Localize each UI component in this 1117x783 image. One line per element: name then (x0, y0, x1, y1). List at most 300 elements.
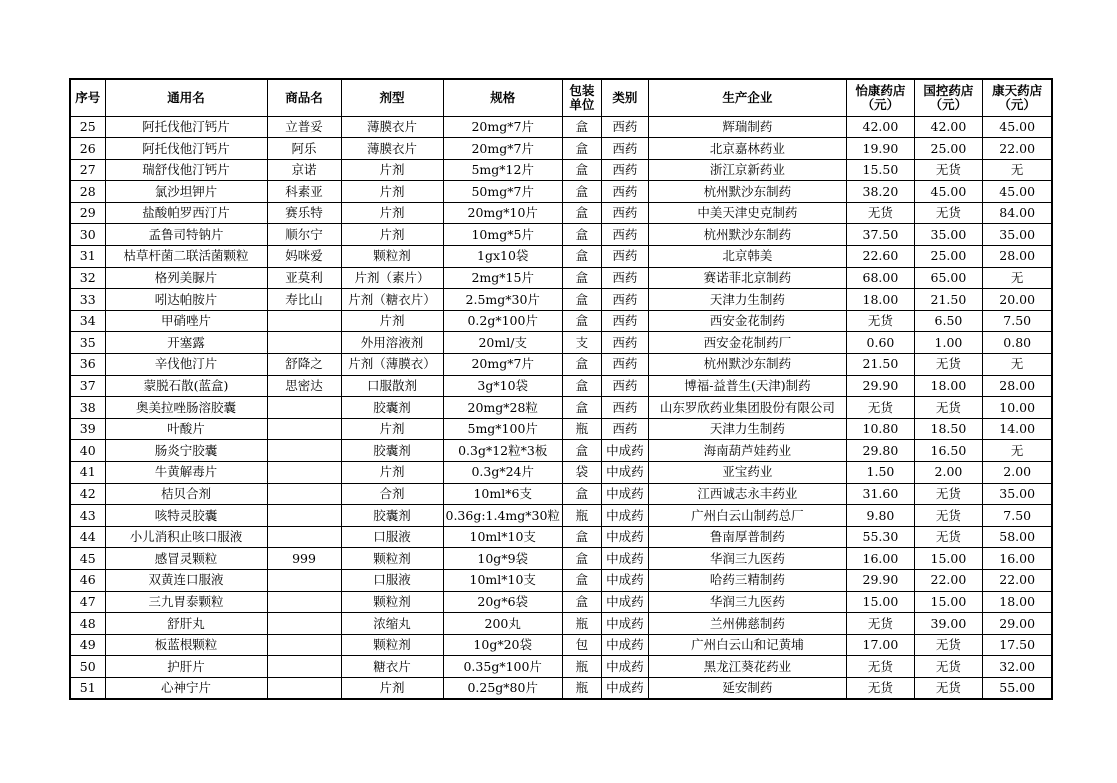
cell-category: 中成药 (601, 656, 648, 678)
cell-package-unit: 瓶 (562, 418, 601, 440)
cell-price-guokong: 无货 (914, 505, 982, 527)
cell-package-unit: 盒 (562, 181, 601, 203)
cell-price-guokong: 39.00 (914, 613, 982, 635)
cell-manufacturer: 江西诚志永丰药业 (648, 483, 846, 505)
cell-spec: 1gx10袋 (443, 246, 562, 268)
cell-dosage-form: 片剂 (341, 462, 443, 484)
cell-brand-name (267, 332, 341, 354)
header-price-yikang: 怡康药店 （元） (846, 79, 914, 116)
cell-index: 41 (70, 462, 105, 484)
cell-generic-name: 心神宁片 (105, 677, 267, 699)
cell-spec: 10mg*5片 (443, 224, 562, 246)
cell-package-unit: 盒 (562, 526, 601, 548)
cell-price-kangtian: 7.50 (982, 505, 1052, 527)
cell-manufacturer: 浙江京新药业 (648, 159, 846, 181)
table-row (70, 116, 1052, 138)
cell-brand-name (267, 397, 341, 419)
cell-price-yikang: 16.00 (846, 548, 914, 570)
cell-dosage-form: 胶囊剂 (341, 397, 443, 419)
cell-price-yikang: 19.90 (846, 138, 914, 160)
cell-index: 33 (70, 289, 105, 311)
cell-price-yikang: 31.60 (846, 483, 914, 505)
cell-category: 西药 (601, 418, 648, 440)
table-row (70, 656, 1052, 678)
cell-dosage-form: 浓缩丸 (341, 613, 443, 635)
cell-category: 中成药 (601, 613, 648, 635)
table-row (70, 202, 1052, 224)
cell-package-unit: 盒 (562, 202, 601, 224)
cell-price-guokong: 22.00 (914, 569, 982, 591)
table-row (70, 505, 1052, 527)
cell-package-unit: 瓶 (562, 677, 601, 699)
cell-price-kangtian: 58.00 (982, 526, 1052, 548)
cell-dosage-form: 颗粒剂 (341, 548, 443, 570)
cell-category: 西药 (601, 138, 648, 160)
cell-brand-name: 科素亚 (267, 181, 341, 203)
cell-manufacturer: 天津力生制药 (648, 418, 846, 440)
table-row (70, 332, 1052, 354)
cell-price-yikang: 68.00 (846, 267, 914, 289)
cell-price-kangtian: 28.00 (982, 246, 1052, 268)
cell-dosage-form: 片剂 (341, 310, 443, 332)
cell-dosage-form: 片剂 (341, 181, 443, 203)
table-row (70, 613, 1052, 635)
cell-brand-name (267, 462, 341, 484)
table-row (70, 289, 1052, 311)
cell-spec: 5mg*12片 (443, 159, 562, 181)
cell-price-yikang: 无货 (846, 677, 914, 699)
cell-brand-name: 顺尔宁 (267, 224, 341, 246)
cell-dosage-form: 口服液 (341, 526, 443, 548)
cell-spec: 5mg*100片 (443, 418, 562, 440)
cell-category: 西药 (601, 289, 648, 311)
cell-spec: 0.3g*12粒*3板 (443, 440, 562, 462)
cell-dosage-form: 片剂 (341, 677, 443, 699)
cell-brand-name (267, 634, 341, 656)
header-row (70, 79, 1052, 116)
cell-price-kangtian: 无 (982, 440, 1052, 462)
cell-package-unit: 盒 (562, 440, 601, 462)
cell-index: 26 (70, 138, 105, 160)
header-manufacturer: 生产企业 (648, 79, 846, 116)
cell-brand-name: 亚莫利 (267, 267, 341, 289)
cell-brand-name: 妈咪爱 (267, 246, 341, 268)
cell-brand-name: 阿乐 (267, 138, 341, 160)
cell-price-guokong: 15.00 (914, 591, 982, 613)
cell-package-unit: 盒 (562, 289, 601, 311)
drug-price-table (69, 78, 1053, 700)
cell-dosage-form: 片剂 (341, 418, 443, 440)
cell-package-unit: 盒 (562, 591, 601, 613)
cell-price-kangtian: 45.00 (982, 181, 1052, 203)
cell-dosage-form: 口服液 (341, 569, 443, 591)
cell-index: 29 (70, 202, 105, 224)
cell-brand-name (267, 677, 341, 699)
header-category: 类别 (601, 79, 648, 116)
cell-price-kangtian: 10.00 (982, 397, 1052, 419)
cell-spec: 0.2g*100片 (443, 310, 562, 332)
cell-price-yikang: 29.80 (846, 440, 914, 462)
table-row (70, 224, 1052, 246)
cell-price-guokong: 65.00 (914, 267, 982, 289)
table-row (70, 548, 1052, 570)
cell-package-unit: 袋 (562, 462, 601, 484)
cell-category: 中成药 (601, 569, 648, 591)
table-row (70, 591, 1052, 613)
cell-generic-name: 桔贝合剂 (105, 483, 267, 505)
cell-manufacturer: 鲁南厚普制药 (648, 526, 846, 548)
cell-dosage-form: 外用溶液剂 (341, 332, 443, 354)
cell-price-kangtian: 18.00 (982, 591, 1052, 613)
cell-spec: 2.5mg*30片 (443, 289, 562, 311)
cell-price-guokong: 无货 (914, 483, 982, 505)
cell-spec: 20g*6袋 (443, 591, 562, 613)
cell-price-kangtian: 20.00 (982, 289, 1052, 311)
cell-index: 39 (70, 418, 105, 440)
cell-brand-name: 赛乐特 (267, 202, 341, 224)
header-package-unit: 包装 单位 (562, 79, 601, 116)
cell-spec: 20mg*28粒 (443, 397, 562, 419)
cell-price-guokong: 18.50 (914, 418, 982, 440)
cell-generic-name: 肠炎宁胶囊 (105, 440, 267, 462)
cell-index: 27 (70, 159, 105, 181)
cell-index: 50 (70, 656, 105, 678)
table-row (70, 159, 1052, 181)
cell-package-unit: 盒 (562, 246, 601, 268)
cell-category: 西药 (601, 116, 648, 138)
cell-dosage-form: 片剂（薄膜衣） (341, 354, 443, 376)
cell-category: 中成药 (601, 591, 648, 613)
cell-price-kangtian: 28.00 (982, 375, 1052, 397)
cell-generic-name: 小儿消积止咳口服液 (105, 526, 267, 548)
cell-dosage-form: 薄膜衣片 (341, 138, 443, 160)
cell-generic-name: 蒙脱石散(蓝盒) (105, 375, 267, 397)
cell-category: 西药 (601, 332, 648, 354)
cell-price-yikang: 无货 (846, 656, 914, 678)
cell-price-yikang: 0.60 (846, 332, 914, 354)
cell-manufacturer: 博福-益普生(天津)制药 (648, 375, 846, 397)
cell-price-kangtian: 无 (982, 159, 1052, 181)
cell-price-yikang: 10.80 (846, 418, 914, 440)
cell-spec: 20mg*7片 (443, 138, 562, 160)
cell-category: 中成药 (601, 526, 648, 548)
cell-package-unit: 盒 (562, 267, 601, 289)
cell-spec: 20mg*7片 (443, 354, 562, 376)
cell-brand-name: 京诺 (267, 159, 341, 181)
table-row (70, 354, 1052, 376)
cell-package-unit: 盒 (562, 483, 601, 505)
cell-manufacturer: 中美天津史克制药 (648, 202, 846, 224)
cell-manufacturer: 广州白云山和记黄埔 (648, 634, 846, 656)
cell-category: 西药 (601, 354, 648, 376)
cell-manufacturer: 延安制药 (648, 677, 846, 699)
cell-dosage-form: 片剂 (341, 159, 443, 181)
cell-package-unit: 盒 (562, 159, 601, 181)
cell-price-kangtian: 22.00 (982, 569, 1052, 591)
cell-dosage-form: 片剂 (341, 202, 443, 224)
header-brand-name: 商品名 (267, 79, 341, 116)
cell-price-guokong: 无货 (914, 656, 982, 678)
cell-category: 西药 (601, 246, 648, 268)
cell-index: 51 (70, 677, 105, 699)
cell-price-guokong: 无货 (914, 397, 982, 419)
cell-dosage-form: 片剂 (341, 224, 443, 246)
cell-manufacturer: 亚宝药业 (648, 462, 846, 484)
cell-dosage-form: 口服散剂 (341, 375, 443, 397)
cell-price-guokong: 无货 (914, 526, 982, 548)
cell-spec: 20mg*10片 (443, 202, 562, 224)
cell-package-unit: 盒 (562, 397, 601, 419)
cell-price-kangtian: 29.00 (982, 613, 1052, 635)
cell-price-kangtian: 无 (982, 354, 1052, 376)
cell-brand-name (267, 591, 341, 613)
cell-price-guokong: 42.00 (914, 116, 982, 138)
cell-spec: 20mg*7片 (443, 116, 562, 138)
cell-brand-name: 立普妥 (267, 116, 341, 138)
cell-manufacturer: 广州白云山制药总厂 (648, 505, 846, 527)
table-row (70, 440, 1052, 462)
cell-price-guokong: 18.00 (914, 375, 982, 397)
cell-brand-name: 寿比山 (267, 289, 341, 311)
cell-brand-name (267, 483, 341, 505)
cell-index: 36 (70, 354, 105, 376)
cell-generic-name: 开塞露 (105, 332, 267, 354)
cell-generic-name: 奥美拉唑肠溶胶囊 (105, 397, 267, 419)
cell-brand-name: 999 (267, 548, 341, 570)
cell-spec: 50mg*7片 (443, 181, 562, 203)
cell-package-unit: 盒 (562, 569, 601, 591)
cell-price-guokong: 16.50 (914, 440, 982, 462)
cell-price-guokong: 1.00 (914, 332, 982, 354)
cell-price-kangtian: 22.00 (982, 138, 1052, 160)
cell-index: 45 (70, 548, 105, 570)
cell-price-guokong: 15.00 (914, 548, 982, 570)
cell-manufacturer: 杭州默沙东制药 (648, 224, 846, 246)
cell-package-unit: 盒 (562, 116, 601, 138)
table-row (70, 418, 1052, 440)
cell-spec: 0.3g*24片 (443, 462, 562, 484)
cell-manufacturer: 杭州默沙东制药 (648, 181, 846, 203)
cell-generic-name: 盐酸帕罗西汀片 (105, 202, 267, 224)
cell-package-unit: 盒 (562, 224, 601, 246)
cell-dosage-form: 颗粒剂 (341, 246, 443, 268)
cell-generic-name: 吲达帕胺片 (105, 289, 267, 311)
header-price-kangtian: 康天药店 （元） (982, 79, 1052, 116)
cell-price-guokong: 45.00 (914, 181, 982, 203)
cell-brand-name (267, 440, 341, 462)
cell-dosage-form: 片剂（素片） (341, 267, 443, 289)
cell-price-kangtian: 32.00 (982, 656, 1052, 678)
cell-spec: 10ml*6支 (443, 483, 562, 505)
cell-manufacturer: 山东罗欣药业集团股份有限公司 (648, 397, 846, 419)
cell-price-yikang: 无货 (846, 397, 914, 419)
cell-price-kangtian: 17.50 (982, 634, 1052, 656)
cell-price-yikang: 17.00 (846, 634, 914, 656)
table-row (70, 483, 1052, 505)
cell-manufacturer: 赛诺菲北京制药 (648, 267, 846, 289)
cell-price-guokong: 无货 (914, 634, 982, 656)
cell-price-yikang: 15.50 (846, 159, 914, 181)
cell-price-kangtian: 55.00 (982, 677, 1052, 699)
table-row (70, 310, 1052, 332)
cell-generic-name: 双黄连口服液 (105, 569, 267, 591)
cell-manufacturer: 西安金花制药 (648, 310, 846, 332)
cell-price-yikang: 22.60 (846, 246, 914, 268)
table-row (70, 634, 1052, 656)
cell-price-yikang: 42.00 (846, 116, 914, 138)
cell-generic-name: 氯沙坦钾片 (105, 181, 267, 203)
cell-spec: 0.36g:1.4mg*30粒 (443, 505, 562, 527)
cell-category: 中成药 (601, 634, 648, 656)
cell-price-yikang: 9.80 (846, 505, 914, 527)
cell-index: 34 (70, 310, 105, 332)
cell-category: 中成药 (601, 548, 648, 570)
cell-brand-name (267, 656, 341, 678)
cell-spec: 10ml*10支 (443, 526, 562, 548)
cell-index: 30 (70, 224, 105, 246)
cell-price-yikang: 15.00 (846, 591, 914, 613)
header-spec: 规格 (443, 79, 562, 116)
cell-index: 32 (70, 267, 105, 289)
cell-price-yikang: 无货 (846, 202, 914, 224)
cell-price-yikang: 无货 (846, 613, 914, 635)
cell-price-yikang: 29.90 (846, 569, 914, 591)
cell-manufacturer: 西安金花制药厂 (648, 332, 846, 354)
cell-generic-name: 阿托伐他汀钙片 (105, 138, 267, 160)
cell-manufacturer: 华润三九医药 (648, 548, 846, 570)
cell-category: 中成药 (601, 677, 648, 699)
cell-category: 中成药 (601, 440, 648, 462)
cell-category: 西药 (601, 375, 648, 397)
cell-index: 48 (70, 613, 105, 635)
cell-price-kangtian: 84.00 (982, 202, 1052, 224)
cell-generic-name: 三九胃泰颗粒 (105, 591, 267, 613)
cell-manufacturer: 天津力生制药 (648, 289, 846, 311)
cell-price-guokong: 2.00 (914, 462, 982, 484)
table-row (70, 375, 1052, 397)
cell-generic-name: 辛伐他汀片 (105, 354, 267, 376)
cell-index: 37 (70, 375, 105, 397)
cell-manufacturer: 华润三九医药 (648, 591, 846, 613)
cell-brand-name (267, 310, 341, 332)
cell-price-kangtian: 16.00 (982, 548, 1052, 570)
cell-spec: 20ml/支 (443, 332, 562, 354)
cell-spec: 3g*10袋 (443, 375, 562, 397)
cell-price-guokong: 25.00 (914, 246, 982, 268)
cell-index: 38 (70, 397, 105, 419)
cell-price-guokong: 无货 (914, 202, 982, 224)
table-body (70, 116, 1052, 699)
cell-price-yikang: 29.90 (846, 375, 914, 397)
cell-category: 中成药 (601, 483, 648, 505)
cell-spec: 10g*20袋 (443, 634, 562, 656)
cell-category: 西药 (601, 267, 648, 289)
cell-price-yikang: 1.50 (846, 462, 914, 484)
table-row (70, 138, 1052, 160)
table-row (70, 246, 1052, 268)
cell-index: 42 (70, 483, 105, 505)
cell-dosage-form: 薄膜衣片 (341, 116, 443, 138)
cell-category: 西药 (601, 202, 648, 224)
cell-price-guokong: 35.00 (914, 224, 982, 246)
cell-package-unit: 盒 (562, 310, 601, 332)
cell-generic-name: 甲硝唑片 (105, 310, 267, 332)
cell-package-unit: 瓶 (562, 505, 601, 527)
cell-index: 25 (70, 116, 105, 138)
cell-package-unit: 盒 (562, 548, 601, 570)
cell-brand-name: 思密达 (267, 375, 341, 397)
cell-brand-name (267, 526, 341, 548)
cell-manufacturer: 辉瑞制药 (648, 116, 846, 138)
cell-index: 47 (70, 591, 105, 613)
cell-manufacturer: 兰州佛慈制药 (648, 613, 846, 635)
table-row (70, 181, 1052, 203)
cell-generic-name: 枯草杆菌二联活菌颗粒 (105, 246, 267, 268)
cell-price-kangtian: 35.00 (982, 483, 1052, 505)
cell-index: 43 (70, 505, 105, 527)
cell-price-yikang: 18.00 (846, 289, 914, 311)
cell-spec: 10ml*10支 (443, 569, 562, 591)
cell-package-unit: 瓶 (562, 656, 601, 678)
cell-spec: 10g*9袋 (443, 548, 562, 570)
cell-generic-name: 板蓝根颗粒 (105, 634, 267, 656)
cell-index: 31 (70, 246, 105, 268)
cell-dosage-form: 胶囊剂 (341, 440, 443, 462)
cell-manufacturer: 北京嘉林药业 (648, 138, 846, 160)
cell-category: 西药 (601, 397, 648, 419)
header-generic-name: 通用名 (105, 79, 267, 116)
cell-price-yikang: 55.30 (846, 526, 914, 548)
cell-price-guokong: 无货 (914, 354, 982, 376)
cell-category: 中成药 (601, 505, 648, 527)
cell-package-unit: 盒 (562, 375, 601, 397)
cell-generic-name: 叶酸片 (105, 418, 267, 440)
table-row (70, 397, 1052, 419)
cell-package-unit: 包 (562, 634, 601, 656)
cell-package-unit: 支 (562, 332, 601, 354)
cell-price-kangtian: 7.50 (982, 310, 1052, 332)
cell-price-yikang: 37.50 (846, 224, 914, 246)
table-row (70, 462, 1052, 484)
cell-price-guokong: 无货 (914, 677, 982, 699)
cell-manufacturer: 哈药三精制药 (648, 569, 846, 591)
cell-brand-name (267, 613, 341, 635)
cell-price-guokong: 6.50 (914, 310, 982, 332)
cell-price-kangtian: 2.00 (982, 462, 1052, 484)
cell-price-yikang: 21.50 (846, 354, 914, 376)
cell-brand-name (267, 569, 341, 591)
cell-spec: 0.25g*80片 (443, 677, 562, 699)
cell-index: 49 (70, 634, 105, 656)
table-row (70, 526, 1052, 548)
cell-manufacturer: 北京韩美 (648, 246, 846, 268)
cell-category: 西药 (601, 224, 648, 246)
cell-index: 35 (70, 332, 105, 354)
cell-generic-name: 格列美脲片 (105, 267, 267, 289)
cell-generic-name: 感冒灵颗粒 (105, 548, 267, 570)
cell-category: 西药 (601, 310, 648, 332)
cell-generic-name: 阿托伐他汀钙片 (105, 116, 267, 138)
cell-price-guokong: 21.50 (914, 289, 982, 311)
cell-category: 西药 (601, 159, 648, 181)
table-row (70, 569, 1052, 591)
cell-price-guokong: 25.00 (914, 138, 982, 160)
cell-index: 40 (70, 440, 105, 462)
header-index: 序号 (70, 79, 105, 116)
cell-category: 西药 (601, 181, 648, 203)
cell-dosage-form: 颗粒剂 (341, 591, 443, 613)
cell-index: 44 (70, 526, 105, 548)
